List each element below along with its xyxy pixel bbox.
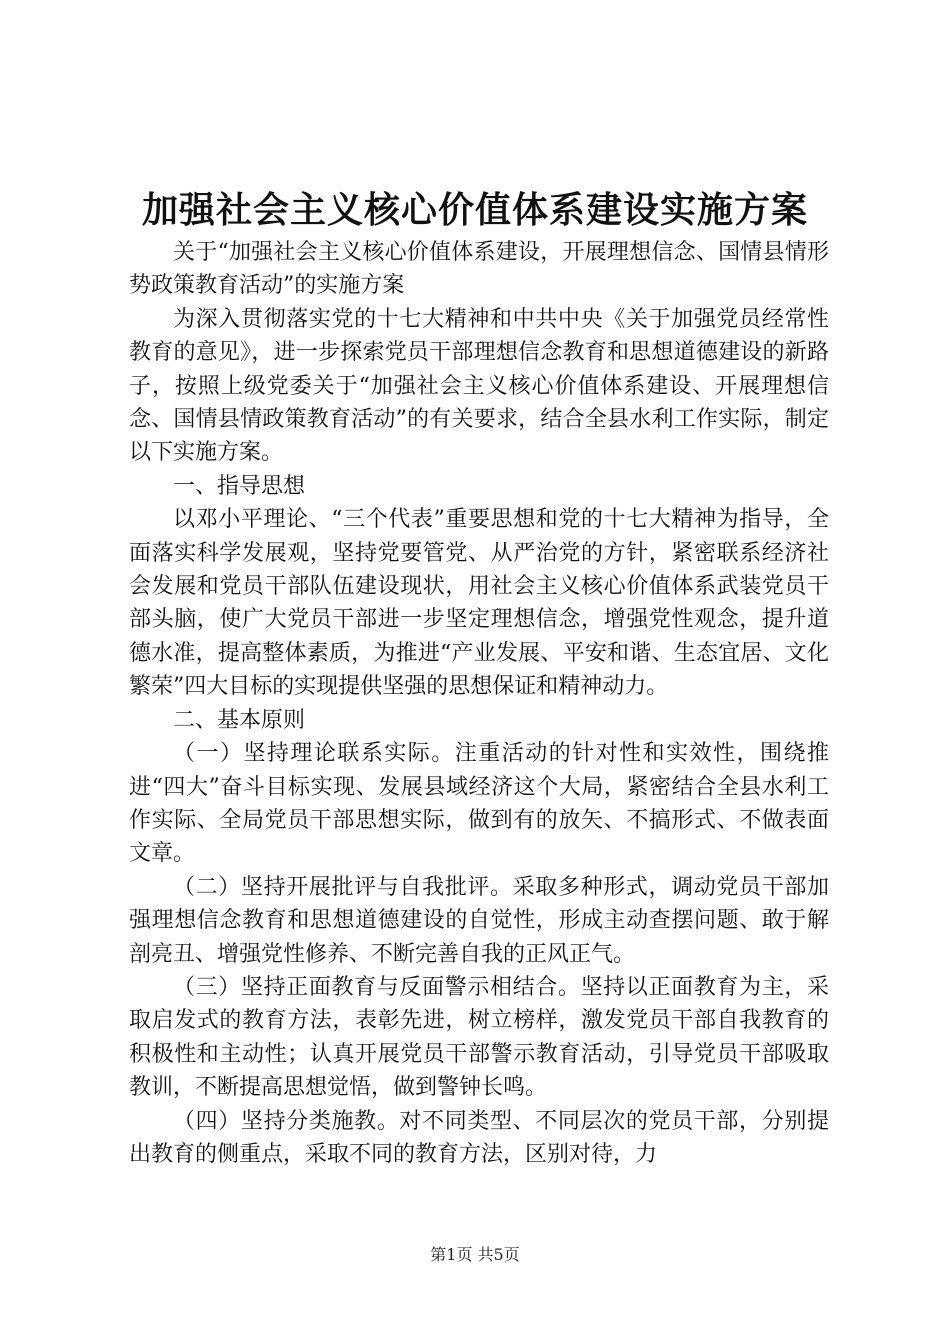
principle-paragraph-1: （一）坚持理论联系实际。注重活动的针对性和实效性，围绕推进“四大”奋斗目标实现、发展县域经济这个大局，紧密结合全县水利工作实际、全局党员干部思想实际，做到有的放矢、不搞形式、不做表面文章。 [129, 741, 829, 867]
principle-paragraph-4: （四）坚持分类施教。对不同类型、不同层次的党员干部，分别提出教育的侧重点，采取不同的教育方法，区别对待，力 [129, 1108, 829, 1167]
guiding-ideology-paragraph: 以邓小平理论、“三个代表”重要思想和党的十七大精神为指导，全面落实科学发展观，坚持党要管党、从严治党的方针，紧密联系经济社会发展和党员干部队伍建设现状，用社会主义核心价值体系武装党员干部头脑，使广大党员干部进一步坚定理想信念，增强党性观念，提升道德水准，提高整体素质，为推进“产业发展、平安和谐、生态宜居、文化繁荣”四大目标的实现提供坚强的思想保证和精神动力。 [129, 507, 829, 700]
principle-paragraph-2: （二）坚持开展批评与自我批评。采取多种形式，调动党员干部加强理想信念教育和思想道德建设的自觉性，形成主动查摆问题、敢于解剖亮丑、增强党性修养、不断完善自我的正风正气。 [129, 874, 829, 967]
page-number-footer: 第1页 共5页 [430, 1245, 520, 1264]
document-body [129, 236, 829, 1171]
principle-paragraph-3: （三）坚持正面教育与反面警示相结合。坚持以正面教育为主，采取启发式的教育方法，表彰先进，树立榜样，激发党员干部自我教育的积极性和主动性；认真开展党员干部警示教育活动，引导党员干部吸取教训，不断提高思想觉悟，做到警钟长鸣。 [129, 974, 829, 1101]
intro-paragraph: 为深入贯彻落实党的十七大精神和中共中央《关于加强党员经常性教育的意见》，进一步探索党员干部理想信念教育和思想道德建设的新路子，按照上级党委关于“加强社会主义核心价值体系建设、开展理想信念、国情县情政策教育活动”的有关要求，结合全县水利工作实际，制定以下实施方案。 [129, 306, 829, 466]
section-heading-guiding-ideology: 一、指导思想 [173, 473, 306, 499]
document-title: 加强社会主义核心价值体系建设实施方案 [141, 189, 808, 231]
subtitle-paragraph: 关于“加强社会主义核心价值体系建设，开展理想信念、国情县情形势政策教育活动”的实施方案 [129, 240, 829, 299]
section-heading-basic-principles: 二、基本原则 [173, 707, 306, 733]
